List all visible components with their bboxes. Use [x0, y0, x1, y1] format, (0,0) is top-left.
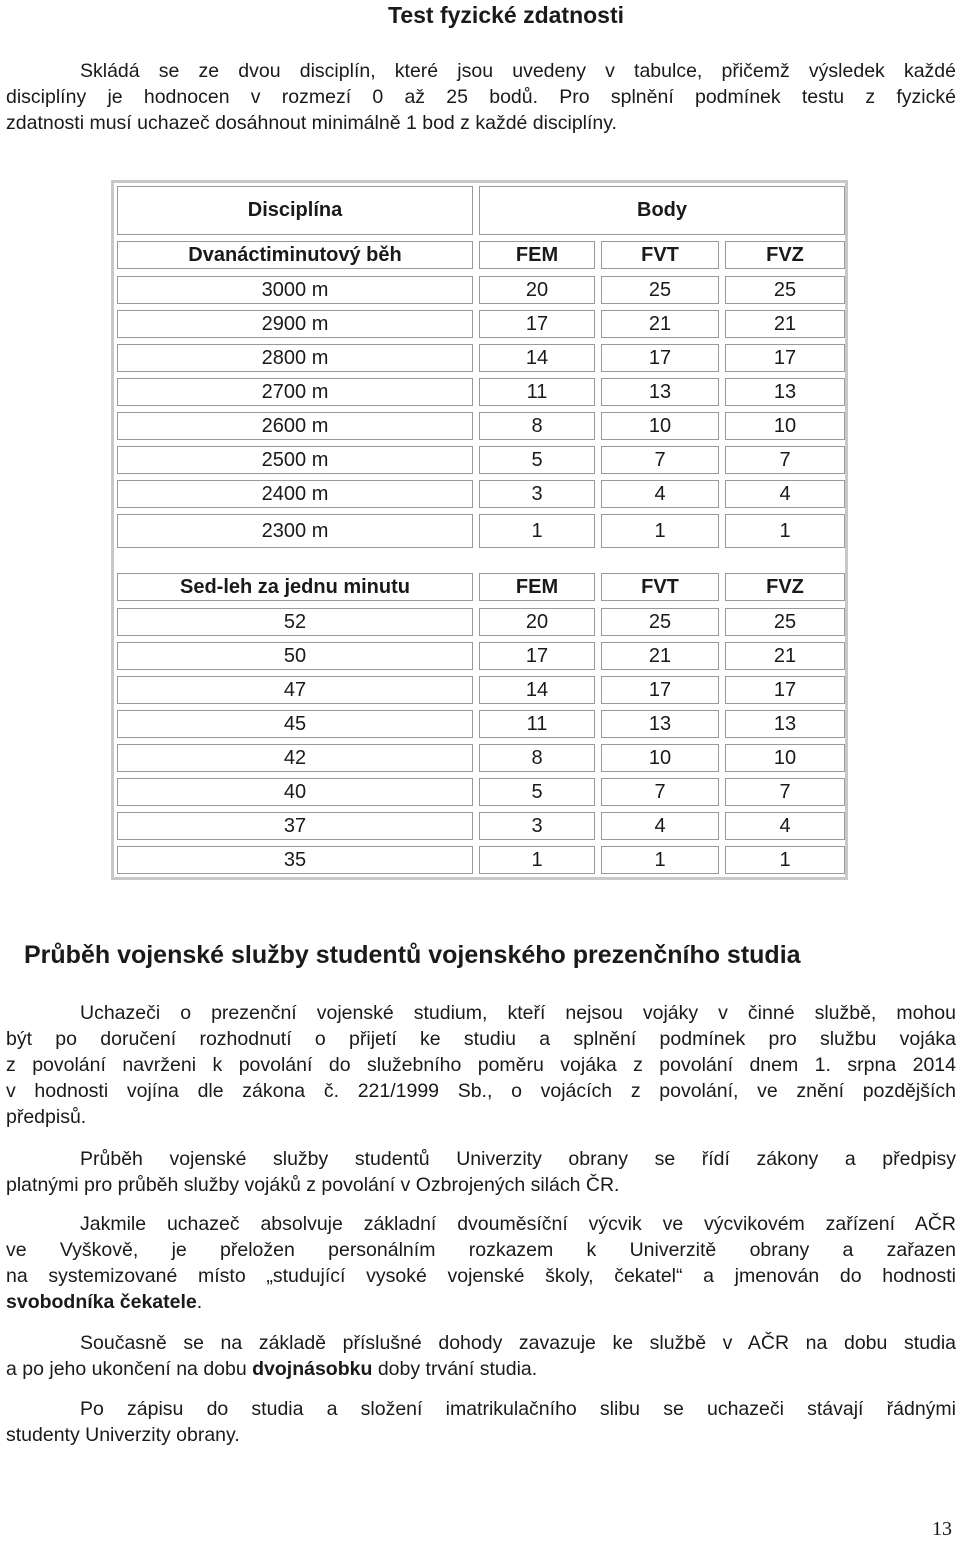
- points-cell: 8: [479, 744, 595, 772]
- text-line: předpisů.: [6, 1106, 87, 1128]
- points-cell: 13: [725, 378, 845, 406]
- points-cell: 21: [601, 642, 719, 670]
- points-cell: 10: [601, 744, 719, 772]
- duration-bold: dvojnásobku: [252, 1358, 373, 1380]
- points-cell: 17: [601, 676, 719, 704]
- points-cell: 1: [725, 846, 845, 874]
- points-cell: 17: [479, 642, 595, 670]
- paragraph-admission: [6, 1000, 956, 1130]
- points-cell: 10: [725, 744, 845, 772]
- performance-cell: 2400 m: [117, 480, 473, 508]
- points-cell: 25: [601, 276, 719, 304]
- performance-cell: 50: [117, 642, 473, 670]
- points-cell: 25: [601, 608, 719, 636]
- intro-paragraph: [6, 58, 956, 136]
- points-cell: 14: [479, 344, 595, 372]
- performance-cell: 35: [117, 846, 473, 874]
- faculty-header: FVZ: [725, 573, 845, 601]
- points-cell: 5: [479, 778, 595, 806]
- text-fragment: .: [196, 1291, 203, 1313]
- text-line: z povolání navrženi k povolání do služebního poměru vojáka z povolání dnem 1. srpna 2014: [6, 1054, 956, 1076]
- discipline-label: Sed-leh za jednu minutu: [117, 573, 473, 601]
- points-cell: 11: [479, 378, 595, 406]
- points-cell: 3: [479, 812, 595, 840]
- text-line: Současně se na základě příslušné dohody zavazuje ke službě v AČR na dobu studia: [80, 1332, 956, 1354]
- paragraph-training: [6, 1211, 956, 1315]
- discipline-header: Disciplína: [117, 186, 473, 235]
- performance-cell: 45: [117, 710, 473, 738]
- text-line: Po zápisu do studia a složení imatrikulačního slibu se uchazeči stávají řádnými: [80, 1398, 956, 1420]
- text-line: na systemizované místo „studující vysoké vojenské školy, čekatel“ a jmenován do hodnosti: [6, 1265, 956, 1287]
- performance-cell: 3000 m: [117, 276, 473, 304]
- rank-bold: svobodníka čekatele: [6, 1291, 197, 1313]
- page-number: 13: [932, 1518, 952, 1540]
- paragraph-obligation: [6, 1330, 956, 1382]
- text-line: Průběh vojenské služby studentů Univerzity obrany se řídí zákony a předpisy: [80, 1148, 956, 1170]
- points-cell: 3: [479, 480, 595, 508]
- points-cell: 4: [601, 812, 719, 840]
- points-cell: 20: [479, 608, 595, 636]
- points-cell: 4: [725, 480, 845, 508]
- points-cell: 13: [725, 710, 845, 738]
- text-line: ve Vyškově, je přeložen personálním rozkazem k Univerzitě obrany a zařazen: [6, 1239, 956, 1261]
- performance-cell: 37: [117, 812, 473, 840]
- intro-line: zdatnosti musí uchazeč dosáhnout minimálně 1 bod z každé disciplíny.: [6, 112, 617, 134]
- points-cell: 17: [725, 676, 845, 704]
- faculty-header: FEM: [479, 241, 595, 269]
- points-cell: 1: [601, 846, 719, 874]
- points-cell: 10: [725, 412, 845, 440]
- performance-cell: 47: [117, 676, 473, 704]
- points-cell: 7: [725, 446, 845, 474]
- faculty-header: FEM: [479, 573, 595, 601]
- faculty-header: FVT: [601, 241, 719, 269]
- text-line: být po doručení rozhodnutí o přijetí ke studiu a splnění podmínek pro službu vojáka: [6, 1028, 956, 1050]
- performance-cell: 2300 m: [117, 514, 473, 548]
- performance-cell: 42: [117, 744, 473, 772]
- points-cell: 4: [725, 812, 845, 840]
- points-cell: 7: [725, 778, 845, 806]
- points-cell: 7: [601, 446, 719, 474]
- faculty-header: FVZ: [725, 241, 845, 269]
- points-cell: 1: [601, 514, 719, 548]
- points-cell: 14: [479, 676, 595, 704]
- points-header: Body: [479, 186, 845, 235]
- points-cell: 5: [479, 446, 595, 474]
- points-cell: 4: [601, 480, 719, 508]
- intro-line: disciplíny je hodnocen v rozmezí 0 až 25 bodů. Pro splnění podmínek testu z fyzické: [6, 86, 956, 108]
- points-cell: 21: [725, 310, 845, 338]
- paragraph-oath: [6, 1396, 956, 1448]
- discipline-label: Dvanáctiminutový běh: [117, 241, 473, 269]
- text-line: platnými pro průběh služby vojáků z povolání v Ozbrojených silách ČR.: [6, 1174, 620, 1196]
- text-fragment: doby trvání studia.: [372, 1358, 538, 1380]
- points-cell: 21: [725, 642, 845, 670]
- points-cell: 25: [725, 608, 845, 636]
- points-cell: 20: [479, 276, 595, 304]
- points-cell: 11: [479, 710, 595, 738]
- faculty-header: FVT: [601, 573, 719, 601]
- intro-line: Skládá se ze dvou disciplín, které jsou uvedeny v tabulce, přičemž výsledek každé: [80, 60, 956, 82]
- points-cell: 1: [479, 514, 595, 548]
- points-cell: 1: [725, 514, 845, 548]
- text-line: Uchazeči o prezenční vojenské studium, kteří nejsou vojáky v činné službě, mohou: [80, 1002, 956, 1024]
- text-fragment: a po jeho ukončení na dobu: [6, 1358, 253, 1380]
- points-cell: 1: [479, 846, 595, 874]
- points-cell: 8: [479, 412, 595, 440]
- points-cell: 13: [601, 378, 719, 406]
- points-cell: 13: [601, 710, 719, 738]
- text-line: [6, 1289, 956, 1315]
- page-title: Test fyzické zdatnosti: [388, 2, 625, 28]
- points-cell: 7: [601, 778, 719, 806]
- points-cell: 10: [601, 412, 719, 440]
- performance-cell: 2900 m: [117, 310, 473, 338]
- points-cell: 17: [479, 310, 595, 338]
- text-line: v hodnosti vojína dle zákona č. 221/1999 Sb., o vojácích z povolání, ve znění pozdějších: [6, 1080, 956, 1102]
- performance-cell: 2600 m: [117, 412, 473, 440]
- fitness-test-table: [111, 180, 848, 880]
- performance-cell: 2800 m: [117, 344, 473, 372]
- points-cell: 25: [725, 276, 845, 304]
- paragraph-service: [6, 1146, 956, 1198]
- performance-cell: 40: [117, 778, 473, 806]
- section-heading: Průběh vojenské služby studentů vojenského prezenčního studia: [24, 941, 801, 969]
- performance-cell: 52: [117, 608, 473, 636]
- performance-cell: 2500 m: [117, 446, 473, 474]
- points-cell: 17: [601, 344, 719, 372]
- performance-cell: 2700 m: [117, 378, 473, 406]
- points-cell: 21: [601, 310, 719, 338]
- text-line: [6, 1356, 956, 1382]
- points-cell: 17: [725, 344, 845, 372]
- text-line: studenty Univerzity obrany.: [6, 1424, 240, 1446]
- text-line: Jakmile uchazeč absolvuje základní dvouměsíční výcvik ve výcvikovém zařízení AČR: [80, 1213, 956, 1235]
